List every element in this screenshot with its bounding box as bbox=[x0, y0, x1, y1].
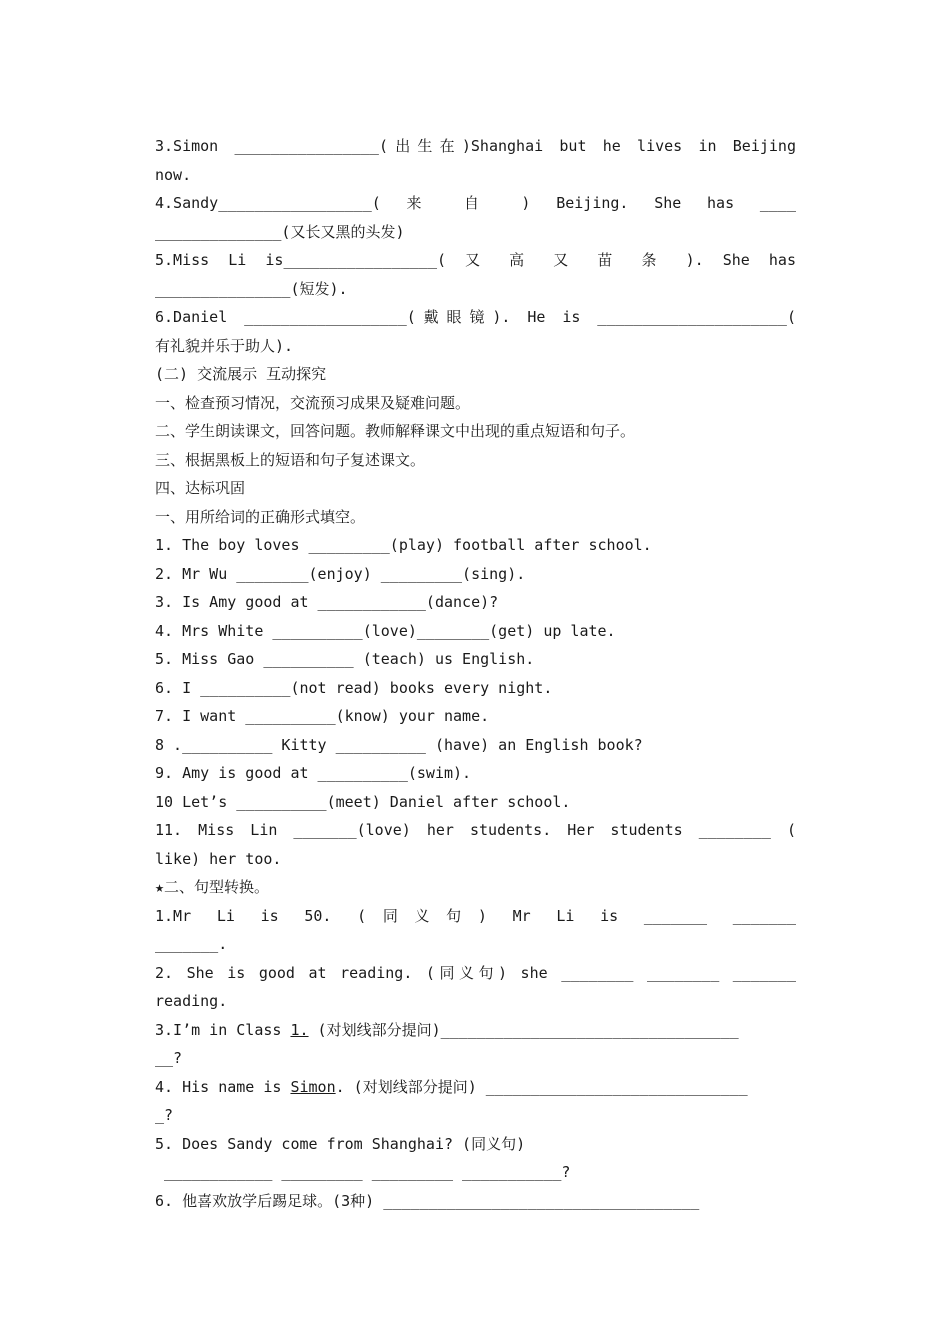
text-line: 3.Simon ________________(出生在)Shanghai but he lives in Beijing bbox=[155, 137, 796, 155]
text-line: ______________(又长又黑的头发) bbox=[155, 222, 405, 241]
text-line: 10 Let’s __________(meet) Daniel after school. bbox=[155, 792, 571, 811]
text-line: 一、检查预习情况，交流预习成果及疑难问题。 bbox=[155, 393, 471, 412]
text-line: 1.Mr Li is 50. (同义句) Mr Li is _______ _______ bbox=[155, 906, 796, 925]
text-line: (二) 交流展示 互动探究 bbox=[155, 365, 327, 383]
text-line: 7. I want __________(know) your name. bbox=[155, 707, 490, 725]
text-line: 4. His name is Simon. (对划线部分提问) _____________________________ bbox=[155, 1077, 748, 1096]
text-line: 9. Amy is good at __________(swim). bbox=[155, 764, 472, 782]
text-line: 5.Miss Li is_________________( 又 高 又 苗 条 ). She has bbox=[155, 251, 796, 269]
text-line: like) her too. bbox=[155, 849, 282, 868]
text-line: 4.Sandy_________________( 来 自 ) Beijing. She has ____ bbox=[155, 194, 796, 212]
text-line: 二、学生朗读课文，回答问题。教师解释课文中出现的重点短语和句子。 bbox=[155, 422, 636, 440]
text-line: __? bbox=[155, 1049, 183, 1067]
text-line: _______________(短发). bbox=[155, 279, 348, 298]
text-line: 5. Miss Gao __________ (teach) us English. bbox=[155, 650, 535, 668]
text-line: 5. Does Sandy come from Shanghai? (同义句) bbox=[155, 1134, 526, 1153]
text-line: 三、根据黑板上的短语和句子复述课文。 bbox=[155, 450, 426, 469]
text-line: 6.Daniel __________________(戴眼镜). He is _____________________( bbox=[155, 308, 796, 326]
text-line: _? bbox=[155, 1106, 174, 1124]
text-line: 一、用所给词的正确形式填空。 bbox=[155, 507, 366, 526]
underlined-target: 1. bbox=[290, 1020, 309, 1039]
text-line: _______. bbox=[155, 935, 228, 953]
text-line: reading. bbox=[155, 992, 228, 1010]
text-line: 有礼貌并乐于助人). bbox=[155, 336, 294, 355]
text-line: 4. Mrs White __________(love)________(get) up late. bbox=[155, 621, 616, 640]
text-line: 四、达标巩固 bbox=[155, 479, 246, 497]
text-line: now. bbox=[155, 165, 192, 184]
text-line: 2. Mr Wu ________(enjoy) _________(sing). bbox=[155, 564, 526, 583]
text-line: 3.I’m in Class 1. (对划线部分提问)_________________________________ bbox=[155, 1020, 739, 1039]
underlined-target: Simon bbox=[290, 1077, 336, 1096]
text-line: 6. 他喜欢放学后踢足球。(3种) ___________________________________ bbox=[155, 1191, 700, 1210]
text-line: ★二、句型转换。 bbox=[155, 878, 270, 896]
text-line: 3. Is Amy good at ____________(dance)? bbox=[155, 593, 499, 611]
text-line: 2. She is good at reading. (同义句) she ________ ________ _______ bbox=[155, 963, 796, 982]
text-line: ____________ _________ _________ ___________? bbox=[155, 1163, 571, 1181]
worksheet-page bbox=[155, 132, 796, 1215]
text-line: 6. I __________(not read) books every night. bbox=[155, 678, 553, 697]
text-line: 11. Miss Lin _______(love) her students. Her students ________ ( bbox=[155, 821, 796, 839]
text-line: 8 .__________ Kitty __________ (have) an English book? bbox=[155, 735, 643, 754]
text-line: 1. The boy loves _________(play) football after school. bbox=[155, 536, 652, 554]
